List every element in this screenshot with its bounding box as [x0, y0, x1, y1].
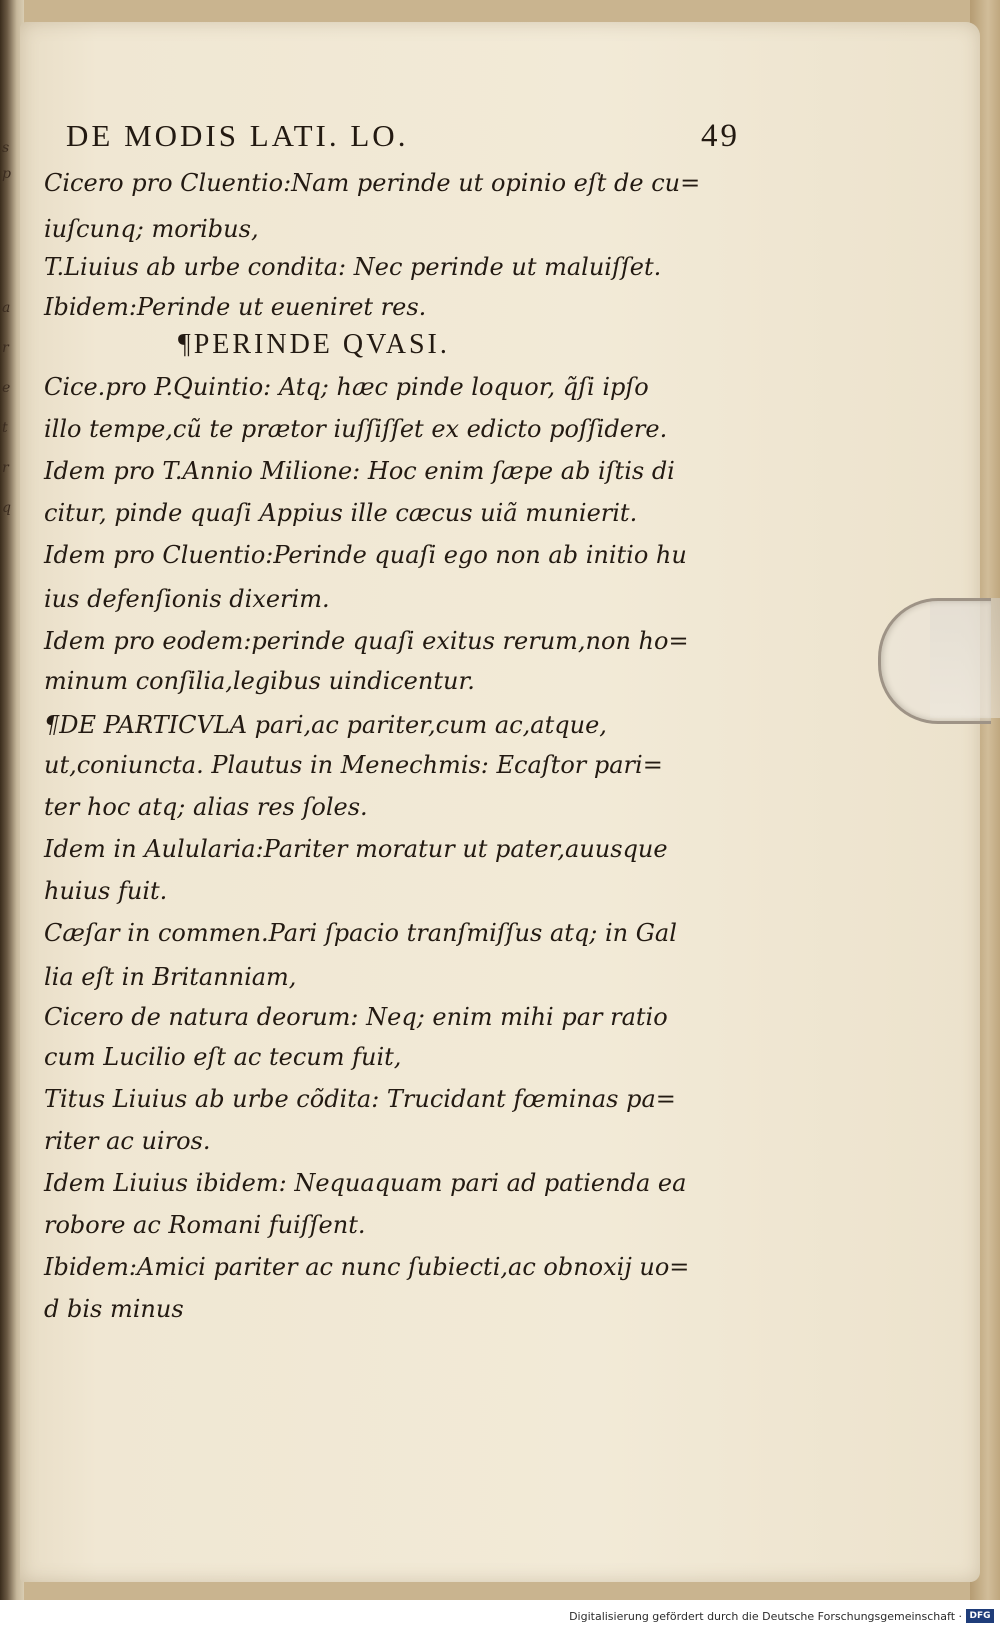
spine-fragment: e: [2, 380, 11, 396]
text-line: d bis minus: [44, 1295, 184, 1323]
text-line: Cicero pro Cluentio:Nam perinde ut opinio eſt de cu=: [44, 169, 701, 197]
text-line: Idem pro T.Annio Milione: Hoc enim ſæpe ab iſtis di: [44, 457, 675, 485]
funding-credit: Digitalisierung gefördert durch die Deutsche Forschungsgemeinschaft ·: [569, 1610, 962, 1623]
spine-fragment: t: [2, 420, 8, 436]
spine-fragment: a: [2, 300, 11, 316]
text-line: lia eſt in Britanniam,: [44, 963, 297, 991]
text-line: ut,coniuncta. Plautus in Menechmis: Ecaſtor pari=: [44, 751, 663, 779]
text-line: Cæſar in commen.Pari ſpacio tranſmiſſus atq; in Gal: [44, 919, 677, 947]
text-line: Idem Liuius ibidem: Nequaquam pari ad patienda ea: [44, 1169, 687, 1197]
text-line: Idem pro Cluentio:Perinde quaſi ego non ab initio hu: [44, 541, 687, 569]
spine-fragment: s: [2, 140, 10, 156]
text-line: Cicero de natura deorum: Neq; enim mihi par ratio: [44, 1003, 668, 1031]
header-title: DE MODIS LATI. LO.: [66, 118, 409, 153]
spine-fragment: q: [2, 500, 11, 516]
text-line: iuſcunq; moribus,: [44, 215, 259, 243]
text-line: citur, pinde quaſi Appius ille cæcus uiã munierit.: [44, 499, 638, 527]
text-line: Ibidem:Amici pariter ac nunc ſubiecti,ac obnoxij uo=: [44, 1253, 690, 1281]
spine-fragment: r: [2, 460, 9, 476]
spine-fragment: p: [2, 166, 11, 182]
section-heading: ¶PERINDE QVASI.: [178, 329, 450, 360]
footer-bar: [0, 1600, 1000, 1632]
dfg-logo: DFG: [966, 1609, 994, 1623]
text-line: Titus Liuius ab urbe cõdita: Trucidant fœminas pa=: [44, 1085, 676, 1113]
text-line: Idem pro eodem:perinde quaſi exitus rerum,non ho=: [44, 627, 689, 655]
text-line: huius fuit.: [44, 877, 168, 905]
text-line: robore ac Romani fuiſſent.: [44, 1211, 366, 1239]
spine-fragment: r: [2, 340, 9, 356]
text-line: minum conſilia,legibus uindicentur.: [44, 667, 475, 695]
text-line: illo tempe,cũ te prætor iuſſiſſet ex edicto poſſidere.: [44, 415, 668, 443]
text-line: cum Lucilio eſt ac tecum fuit,: [44, 1043, 402, 1071]
text-line: ius defenſionis dixerim.: [44, 585, 330, 613]
text-line: ¶DE PARTICVLA pari,ac pariter,cum ac,atque,: [44, 711, 607, 739]
running-header: [66, 118, 740, 158]
text-line: Idem in Aulularia:Pariter moratur ut pater,auusque: [44, 835, 668, 863]
text-line: Ibidem:Perinde ut eueniret res.: [44, 293, 427, 321]
text-line: ter hoc atq; alias res ſoles.: [44, 793, 368, 821]
text-line: T.Liuius ab urbe condita: Nec perinde ut maluiſſet.: [44, 253, 662, 281]
text-line: Cice.pro P.Quintio: Atq; hæc pinde loquor, q̃ſi ipſo: [44, 373, 649, 401]
page-number: 49: [701, 118, 740, 154]
page-clip: [878, 598, 991, 724]
text-line: riter ac uiros.: [44, 1127, 211, 1155]
